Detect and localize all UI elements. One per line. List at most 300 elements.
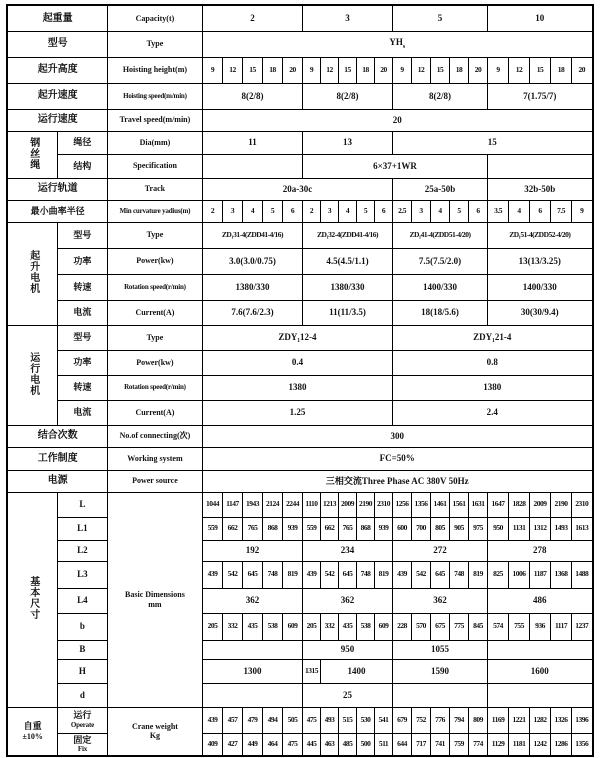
radius-value: 5 [262,200,282,222]
rope-dia-value: 15 [393,131,593,154]
working-value: FC=50% [202,447,592,470]
weight-operate-value: 457 [222,707,242,733]
dim-b-label: b [57,613,107,640]
dim-L-value: 2124 [262,492,282,517]
model-label-en: Type [107,31,202,57]
row-dim-L [7,492,592,517]
row-working-system [7,447,592,470]
capacity-value: 5 [393,5,488,31]
height-value: 15 [338,57,356,83]
hoist-motor-speed-value: 1380/330 [302,274,392,300]
hoist-speed-value: 8(2/8) [202,83,302,109]
row-weight-operate [7,707,592,733]
row-dim-d [7,683,592,707]
weight-operate-value: 1396 [572,707,593,733]
dim-L3-value: 825 [488,561,509,588]
dim-L1-value: 950 [488,517,509,540]
dim-L4-value: 362 [302,588,392,613]
travel-motor-type-value: ZDY₁12-4 [202,325,392,350]
row-dim-H [7,659,592,683]
dim-b-value: 332 [222,613,242,640]
hoist-motor-type-value: ZD₁32-4(ZDD41-4/16) [302,222,392,248]
weight-unit-label [107,707,202,756]
dim-L-value: 2009 [338,492,356,517]
dim-L-value: 1044 [202,492,222,517]
row-travel-motor-current [7,400,592,425]
capacity-label-zh: 起重量 [7,5,107,31]
height-value: 18 [356,57,374,83]
row-dim-L4 [7,588,592,613]
row-travel-motor-type [7,325,592,350]
radius-value: 6 [530,200,551,222]
dim-L1-value: 939 [374,517,392,540]
weight-fix-value: 500 [356,733,374,756]
dim-L4-label: L4 [57,588,107,613]
rope-spec-label-en: Specification [107,154,202,178]
track-value: 25a-50b [393,178,488,200]
dim-L3-value: 748 [356,561,374,588]
dim-L3-value: 542 [320,561,338,588]
weight-fix-en: Fix [77,745,87,754]
dim-L3-value: 645 [431,561,450,588]
dim-L-value: 2009 [530,492,551,517]
hoist-motor-current-value: 18(18/5.6) [393,300,488,325]
weight-fix-value: 463 [320,733,338,756]
weight-fix-value: 1242 [530,733,551,756]
connecting-label-en: No.of connecting(次) [107,425,202,447]
dim-L3-value: 645 [242,561,262,588]
hoist-motor-current-value: 30(30/9.4) [488,300,593,325]
capacity-value: 2 [202,5,302,31]
dim-L-value: 1461 [431,492,450,517]
dim-d-label: d [57,683,107,707]
radius-value: 2.5 [393,200,412,222]
travel-motor-power-value: 0.8 [393,350,593,375]
dim-B-empty [202,640,302,659]
track-value: 32b-50b [488,178,593,200]
radius-value: 3 [412,200,431,222]
dim-b-value: 936 [530,613,551,640]
weight-fix-value: 475 [282,733,302,756]
dim-b-value: 574 [488,613,509,640]
dim-L1-value: 1312 [530,517,551,540]
height-label-zh: 起升高度 [7,57,107,83]
row-dim-L3 [7,561,592,588]
dim-L1-value: 559 [302,517,320,540]
hoist-speed-value: 8(2/8) [393,83,488,109]
weight-fix-value: 717 [412,733,431,756]
dim-L1-value: 1493 [551,517,572,540]
working-label-zh: 工作制度 [7,447,107,470]
dims-group-text: 基本尺寸 [27,576,39,621]
weight-operate-value: 479 [242,707,262,733]
track-label-zh: 运行轨道 [7,178,107,200]
dim-b-value: 538 [356,613,374,640]
dim-L3-value: 542 [222,561,242,588]
dim-b-value: 332 [320,613,338,640]
row-travel-speed [7,109,592,131]
weight-operate-value: 752 [412,707,431,733]
weight-operate-value: 530 [356,707,374,733]
weight-operate-value: 679 [393,707,412,733]
hoist-motor-current-label-en: Current(A) [107,300,202,325]
hoist-motor-current-value: 11(11/3.5) [302,300,392,325]
dim-L1-label: L1 [57,517,107,540]
dim-H-value: 1590 [393,659,488,683]
height-value: 9 [488,57,509,83]
dim-b-value: 205 [202,613,222,640]
rope-dia-label-zh: 绳径 [57,131,107,154]
height-value: 9 [302,57,320,83]
row-hoist-motor-type [7,222,592,248]
travel-motor-current-label-en: Current(A) [107,400,202,425]
radius-label-en: Min curvature yadius(m) [107,200,202,222]
rope-spec-label-zh: 结构 [57,154,107,178]
height-value: 12 [222,57,242,83]
height-value: 9 [393,57,412,83]
weight-fix-value: 485 [338,733,356,756]
dim-L1-value: 1131 [509,517,530,540]
row-connecting [7,425,592,447]
weight-operate-value: 809 [469,707,488,733]
dim-L-value: 2190 [356,492,374,517]
dim-L3-value: 439 [202,561,222,588]
power-source-label-en: Power source [107,470,202,492]
rope-spec-empty [488,154,593,178]
weight-operate-zh: 运行 [73,710,92,721]
travel-motor-speed-value: 1380 [202,375,392,400]
dim-L3-value: 1368 [551,561,572,588]
weight-fix-value: 427 [222,733,242,756]
dim-L-value: 2310 [374,492,392,517]
weight-operate-value: 505 [282,707,302,733]
rope-group-label [7,131,57,178]
height-value: 15 [242,57,262,83]
hoist-motor-power-value: 13(13/3.25) [488,248,593,274]
model-value [202,31,592,57]
height-value: 12 [509,57,530,83]
dim-L-value: 1828 [509,492,530,517]
weight-unit-line1: Crane weight [131,721,178,731]
hoist-speed-label-zh: 起升速度 [7,83,107,109]
capacity-value: 10 [488,5,593,31]
row-rope-dia [7,131,592,154]
weight-fix-value: 449 [242,733,262,756]
hoist-motor-power-label-zh: 功率 [57,248,107,274]
travel-motor-group-label [7,325,57,425]
weight-fix-value: 1286 [551,733,572,756]
dim-d-empty [488,683,593,707]
height-value: 18 [262,57,282,83]
dim-H-value: 1400 [320,659,392,683]
track-label-en: Track [107,178,202,200]
radius-value: 7.5 [551,200,572,222]
rope-spec-empty [202,154,302,178]
dim-L1-value: 939 [282,517,302,540]
dim-L1-value: 765 [242,517,262,540]
dim-L1-value: 700 [412,517,431,540]
hoist-motor-group-label [7,222,57,325]
dim-L-value: 1110 [302,492,320,517]
row-hoist-motor-current [7,300,592,325]
weight-fix-value: 409 [202,733,222,756]
weight-fix-value: 445 [302,733,320,756]
radius-value: 4 [509,200,530,222]
dim-b-value: 609 [374,613,392,640]
weight-fix-value: 741 [431,733,450,756]
dim-L-value: 1561 [450,492,469,517]
hoist-motor-type-label-zh: 型号 [57,222,107,248]
weight-operate-value: 541 [374,707,392,733]
weight-operate-label [57,707,107,733]
dim-L4-value: 486 [488,588,593,613]
rope-dia-value: 13 [302,131,392,154]
dim-b-value: 1237 [572,613,593,640]
dim-L1-value: 559 [202,517,222,540]
height-value: 12 [412,57,431,83]
dim-L2-value: 272 [393,540,488,561]
travel-motor-group-text: 运行电机 [27,351,39,396]
hoist-speed-value: 7(1.75/7) [488,83,593,109]
dim-b-value: 609 [282,613,302,640]
dim-L2-label: L2 [57,540,107,561]
dim-b-value: 538 [262,613,282,640]
weight-operate-value: 1221 [509,707,530,733]
travel-speed-label-zh: 运行速度 [7,109,107,131]
hoist-motor-current-label-zh: 电流 [57,300,107,325]
hoist-motor-speed-value: 1380/330 [202,274,302,300]
capacity-value: 3 [302,5,392,31]
hoist-motor-current-value: 7.6(7.6/2.3) [202,300,302,325]
travel-motor-speed-label-zh: 转速 [57,375,107,400]
track-value: 20a-30c [202,178,392,200]
weight-operate-value: 475 [302,707,320,733]
dim-L3-value: 1006 [509,561,530,588]
travel-motor-current-value: 2.4 [393,400,593,425]
weight-fix-value: 464 [262,733,282,756]
connecting-label-zh: 结合次数 [7,425,107,447]
dim-L-value: 1256 [393,492,412,517]
hoist-motor-speed-value: 1400/330 [488,274,593,300]
travel-motor-current-value: 1.25 [202,400,392,425]
weight-operate-value: 794 [450,707,469,733]
radius-value: 5 [356,200,374,222]
rope-dia-label-en: Dia(mm) [107,131,202,154]
weight-fix-value: 511 [374,733,392,756]
hoist-motor-speed-label-en: Rotation speed(r/min) [107,274,202,300]
dim-L3-label: L3 [57,561,107,588]
hoist-motor-power-label-en: Power(kw) [107,248,202,274]
weight-fix-value: 759 [450,733,469,756]
dim-d-empty [202,683,302,707]
dim-b-value: 435 [242,613,262,640]
height-value: 18 [551,57,572,83]
dim-L3-value: 1187 [530,561,551,588]
dim-L-value: 1631 [469,492,488,517]
weight-group-line1: 自重 [23,721,42,732]
dim-L3-value: 439 [393,561,412,588]
radius-value: 6 [469,200,488,222]
dim-L1-value: 805 [431,517,450,540]
dim-L-label: L [57,492,107,517]
radius-value: 3.5 [488,200,509,222]
rope-dia-value: 11 [202,131,302,154]
dim-L3-value: 645 [338,561,356,588]
hoist-motor-group-text: 起升电机 [27,250,39,295]
dims-unit-line1: Basic Dimensions [125,589,185,599]
hoist-motor-type-value: ZD₁41-4(ZDD51-4/20) [393,222,488,248]
hoist-motor-power-value: 3.0(3.0/0.75) [202,248,302,274]
travel-motor-speed-value: 1380 [393,375,593,400]
travel-motor-type-value: ZDY₁21-4 [393,325,593,350]
row-power-source [7,470,592,492]
rope-spec-value: 6×37+1WR [302,154,487,178]
travel-speed-value: 20 [202,109,592,131]
row-hoisting-speed [7,83,592,109]
dim-L-value: 2244 [282,492,302,517]
capacity-label-en: Capacity(t) [107,5,202,31]
row-dim-B [7,640,592,659]
weight-operate-value: 1326 [551,707,572,733]
height-value: 20 [572,57,593,83]
dim-b-value: 1117 [551,613,572,640]
height-value: 12 [320,57,338,83]
dim-B-value: 950 [302,640,392,659]
row-model [7,31,592,57]
weight-operate-en: Operate [70,721,94,730]
hoist-motor-power-value: 4.5(4.5/1.1) [302,248,392,274]
dims-unit-line2: mm [148,599,162,609]
weight-operate-value: 493 [320,707,338,733]
row-travel-motor-speed [7,375,592,400]
radius-label-zh: 最小曲率半径 [7,200,107,222]
dim-H-value: 1315 [302,659,320,683]
height-value: 18 [450,57,469,83]
weight-operate-value: 776 [431,707,450,733]
dim-L-value: 1147 [222,492,242,517]
height-value: 20 [374,57,392,83]
connecting-value: 300 [202,425,592,447]
hoist-motor-type-value: ZD₁51-4(ZDD52-4/20) [488,222,593,248]
radius-value: 9 [572,200,593,222]
travel-motor-power-label-en: Power(kw) [107,350,202,375]
dim-L3-value: 439 [302,561,320,588]
weight-operate-value: 494 [262,707,282,733]
row-weight-fix [7,733,592,756]
dim-L1-value: 765 [338,517,356,540]
weight-fix-label [57,733,107,756]
height-value: 20 [282,57,302,83]
travel-motor-type-label-zh: 型号 [57,325,107,350]
radius-value: 6 [282,200,302,222]
dim-b-value: 675 [431,613,450,640]
dim-L3-value: 542 [412,561,431,588]
weight-fix-value: 644 [393,733,412,756]
dim-B-label: B [57,640,107,659]
dim-b-value: 845 [469,613,488,640]
radius-value: 4 [431,200,450,222]
dim-L-value: 2310 [572,492,593,517]
height-value: 15 [530,57,551,83]
dim-b-value: 775 [450,613,469,640]
hoist-motor-power-value: 7.5(7.5/2.0) [393,248,488,274]
radius-value: 2 [302,200,320,222]
row-track [7,178,592,200]
model-name: YH [389,37,403,48]
dim-b-value: 205 [302,613,320,640]
travel-motor-current-label-zh: 电流 [57,400,107,425]
rope-group-text: 钢丝绳 [27,136,39,170]
dim-L4-value: 362 [393,588,488,613]
dim-L2-value: 192 [202,540,302,561]
weight-operate-value: 515 [338,707,356,733]
weight-fix-value: 1356 [572,733,593,756]
weight-group-label [7,707,57,756]
radius-value: 2 [202,200,222,222]
radius-value: 4 [242,200,262,222]
weight-fix-value: 1181 [509,733,530,756]
hoist-motor-type-value: ZD₁31-4(ZDD41-4/16) [202,222,302,248]
model-subscript: s [402,43,406,50]
dim-L-value: 1943 [242,492,262,517]
weight-unit-line2: Kg [149,731,161,741]
weight-fix-value: 774 [469,733,488,756]
height-value: 9 [202,57,222,83]
dim-b-value: 570 [412,613,431,640]
weight-group-line2: ±10% [22,731,43,741]
dim-B-empty [488,640,593,659]
row-dim-L1 [7,517,592,540]
dim-L-value: 1213 [320,492,338,517]
dims-unit-label [107,492,202,707]
dim-b-value: 435 [338,613,356,640]
dim-L2-value: 278 [488,540,593,561]
dim-H-value: 1600 [488,659,593,683]
travel-motor-speed-label-en: Rotation speed(r/min) [107,375,202,400]
dim-L-value: 1356 [412,492,431,517]
dim-d-empty [393,683,488,707]
radius-value: 3 [222,200,242,222]
row-dim-L2 [7,540,592,561]
travel-motor-type-label-en: Type [107,325,202,350]
hoist-motor-type-label-en: Type [107,222,202,248]
row-travel-motor-power [7,350,592,375]
travel-motor-power-value: 0.4 [202,350,392,375]
hoist-motor-speed-label-zh: 转速 [57,274,107,300]
weight-operate-value: 439 [202,707,222,733]
dim-L3-value: 748 [262,561,282,588]
dim-H-label: H [57,659,107,683]
row-min-curvature [7,200,592,222]
dim-b-value: 228 [393,613,412,640]
row-hoist-motor-speed [7,274,592,300]
row-hoisting-height [7,57,592,83]
travel-motor-power-label-zh: 功率 [57,350,107,375]
row-dim-b [7,613,592,640]
dim-L1-value: 975 [469,517,488,540]
dim-L3-value: 748 [450,561,469,588]
radius-value: 5 [450,200,469,222]
dim-L3-value: 819 [469,561,488,588]
radius-value: 3 [320,200,338,222]
travel-speed-label-en: Travel speed(m/min) [107,109,202,131]
height-value: 20 [469,57,488,83]
hoist-speed-value: 8(2/8) [302,83,392,109]
dim-L1-value: 600 [393,517,412,540]
height-label-en: Hoisting height(m) [107,57,202,83]
hoist-motor-speed-value: 1400/330 [393,274,488,300]
dim-L3-value: 1488 [572,561,593,588]
